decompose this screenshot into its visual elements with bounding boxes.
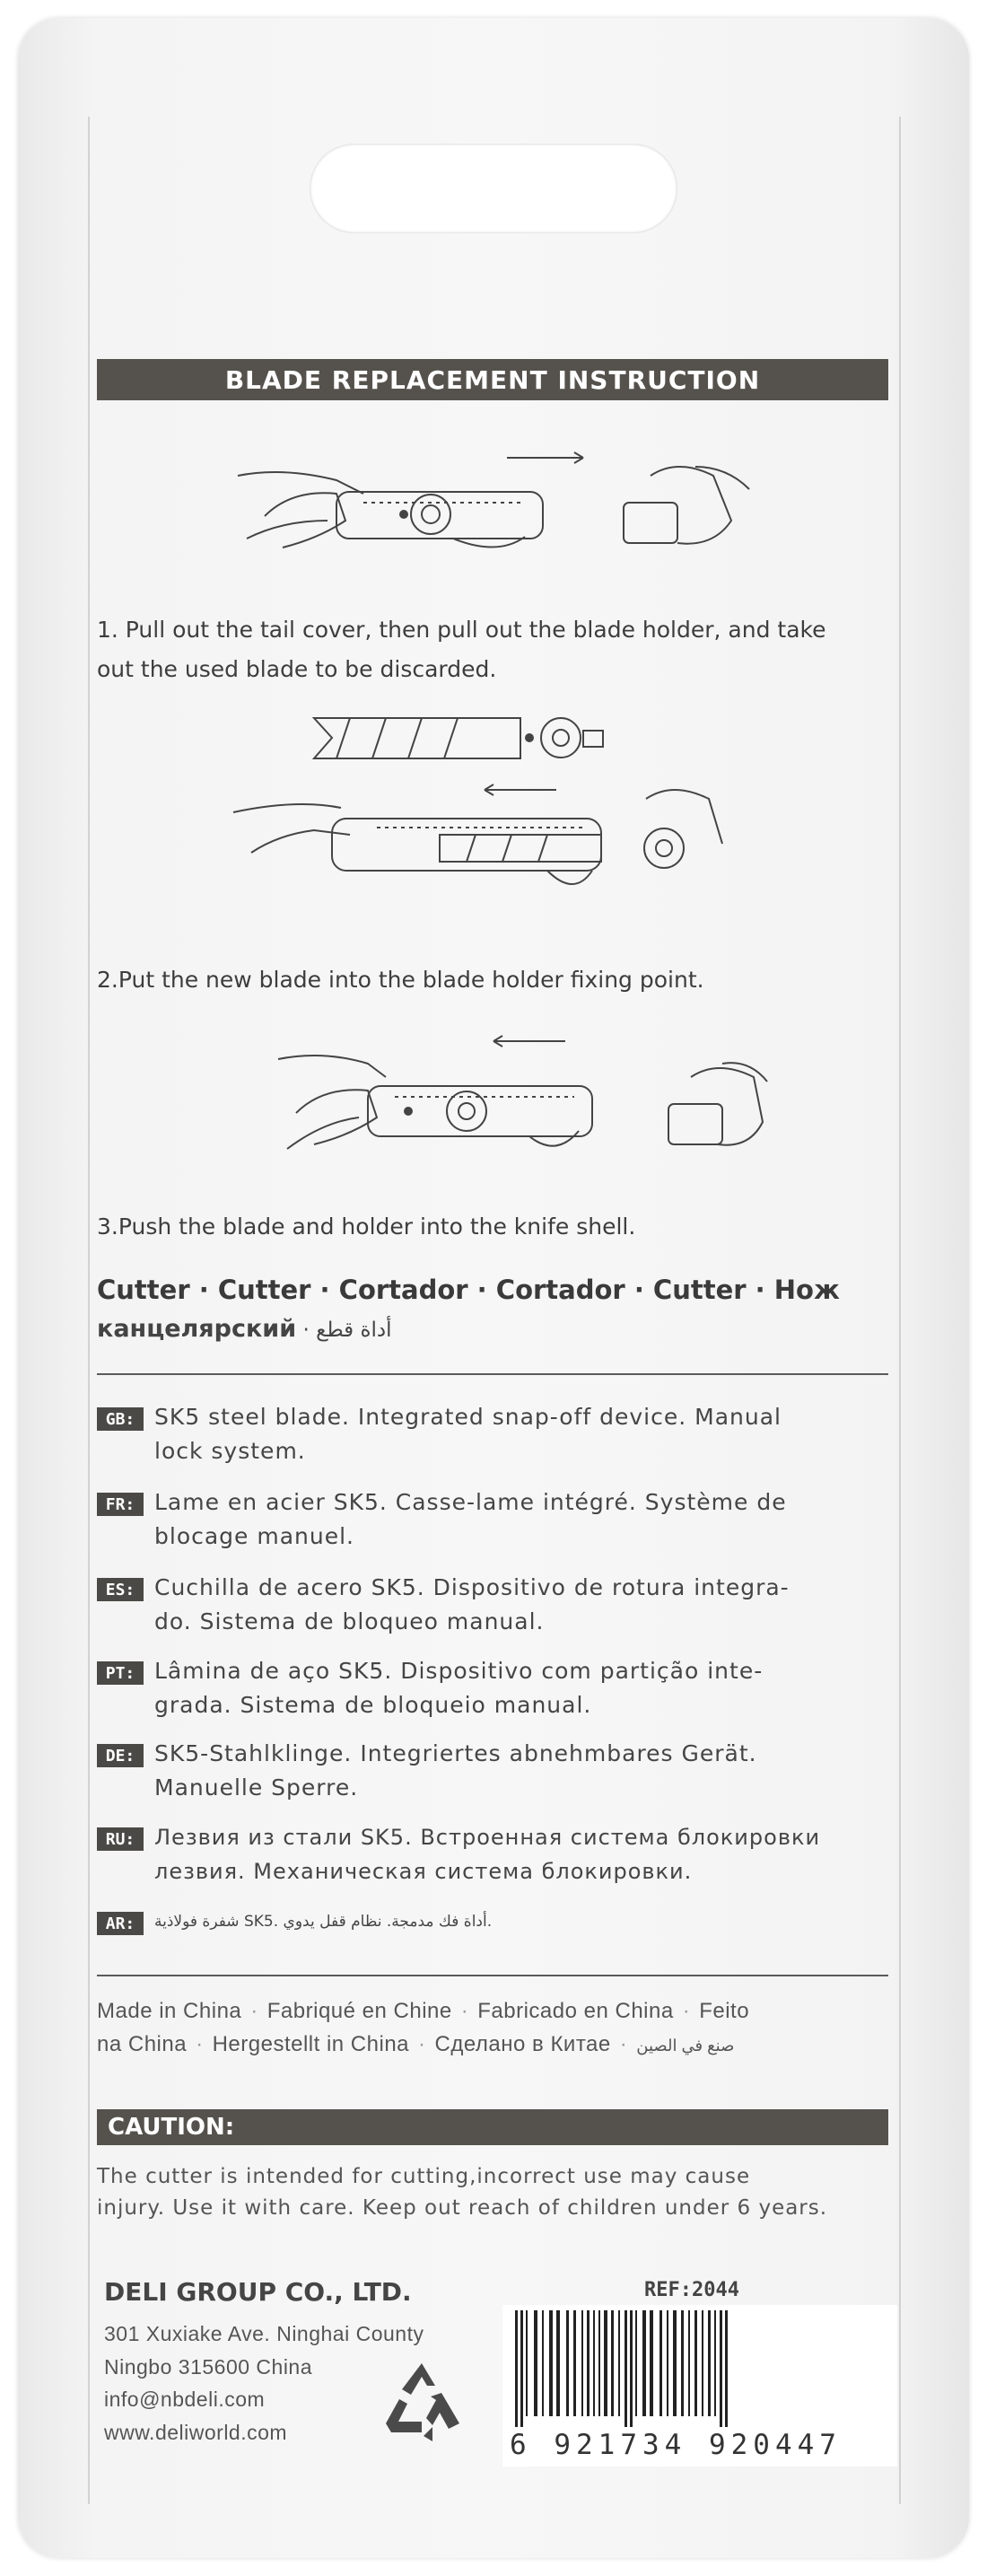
barcode-bar [526,2310,528,2416]
lang-row-ar [97,1905,904,1939]
divider-1 [97,1373,888,1375]
lang-badge-pt: PT: [97,1661,144,1685]
barcode-bar [688,2310,690,2416]
made-in-fr: Fabriqué en Chine [266,1999,452,2023]
made-in-sep: · [460,1999,469,2023]
product-names-line2 [97,1315,904,1343]
barcode-bar [573,2310,576,2416]
barcode-bar [611,2310,614,2416]
step-1-line1: 1. Pull out the tail cover, then pull out the blade holder, and take [97,617,826,643]
product-ref: REF:2044 [644,2279,739,2301]
instruction-header: BLADE REPLACEMENT INSTRUCTION [97,359,888,400]
lang-pt-line2: grada. Sistema de bloqueio manual. [154,1692,592,1718]
company-name: DELI GROUP CO., LTD. [104,2277,412,2307]
lang-gb-line1: SK5 steel blade. Integrated snap-off device. Manual [154,1404,782,1430]
barcode-bar [702,2310,703,2416]
step-1-line2: out the used blade to be discarded. [97,656,497,682]
lang-badge-ru: RU: [97,1827,144,1851]
caution-line1: The cutter is intended for cutting,incorrect use may cause [97,2165,751,2188]
step-3-line1: 3.Push the blade and holder into the knife shell. [97,1214,636,1240]
made-in-line1 [97,1994,904,2028]
barcode-bar [515,2310,518,2427]
barcode-bar [549,2310,553,2416]
made-in-ar: صنع في الصين [636,2037,735,2055]
lang-row-fr [97,1485,904,1554]
barcode-bar [635,2310,637,2416]
barcode-bar [642,2310,646,2416]
lang-text-gb [154,1400,782,1468]
lang-badge-ar: AR: [97,1912,144,1935]
lang-text-ar [154,1905,492,1939]
barcode-bar [542,2310,544,2416]
lang-de-line1: SK5-Stahlklinge. Integriertes abnehmbares Gerät. [154,1740,757,1766]
lang-fr-line1: Lame en acier SK5. Casse-lame intégré. Système de [154,1489,787,1515]
barcode-bar [520,2310,523,2427]
plastic-edge-left [88,117,90,2504]
barcode-bar [598,2310,600,2416]
barcode-bar [587,2310,590,2416]
made-in-sep: · [196,2032,204,2056]
made-in-line2 [97,2028,904,2063]
barcode-bar [694,2310,697,2416]
company-address1: 301 Xuxiake Ave. Ninghai County [104,2322,424,2345]
lang-row-pt [97,1654,904,1722]
made-in-en: Made in China [97,1999,242,2023]
lang-pt-line1: Lâmina de aço SK5. Dispositivo com partição inte- [154,1658,764,1684]
barcode-bar [667,2310,668,2416]
barcode-bar [630,2310,633,2427]
lang-row-gb [97,1400,904,1468]
barcode-bar [566,2310,569,2416]
made-in-sep: · [250,1999,258,2023]
lang-badge-es: ES: [97,1578,144,1601]
lang-ru-line2: лезвия. Механическая система блокировки. [154,1859,693,1884]
lang-es-line2: do. Sistema de bloqueo manual. [154,1608,545,1634]
step2-illustration [224,700,763,916]
lang-text-es [154,1571,790,1639]
barcode-bar [556,2310,560,2416]
barcode-bar [618,2310,620,2416]
barcode-bar [673,2310,677,2416]
lang-text-de [154,1737,757,1805]
made-in-es: Fabricado en China [477,1999,674,2023]
step-2-line1: 2.Put the new blade into the blade holder fixing point. [97,967,704,993]
lang-text-fr [154,1485,787,1554]
product-names-line1: Cutter · Cutter · Cortador · Cortador · Cutter · Нож [97,1275,840,1305]
made-in-block [97,1994,904,2063]
lang-badge-de: DE: [97,1744,144,1767]
lang-badge-gb: GB: [97,1407,144,1431]
barcode-bar [714,2310,716,2416]
lang-text-pt [154,1654,763,1722]
lang-row-ru [97,1820,904,1888]
lang-badge-fr: FR: [97,1493,144,1516]
recycle-icon [377,2359,467,2444]
caution-header: CAUTION: [97,2109,888,2145]
company-email: info@nbdeli.com [104,2388,266,2411]
barcode-bar [650,2310,653,2416]
made-in-pt-1: Feito [699,1999,750,2023]
hang-hole [310,144,677,233]
made-in-sep: · [619,2032,628,2056]
barcode-bar [593,2310,595,2416]
made-in-pt-2: na China [97,2032,188,2056]
made-in-ru: Сделано в Китае [434,2032,611,2056]
product-names-ru: канцелярский [97,1315,297,1343]
lang-fr-line2: blocage manuel. [154,1523,355,1549]
step-1-text [97,610,904,689]
barcode-bar [581,2310,583,2416]
barcode-bar [659,2310,662,2416]
barcode-digits: 6 921734 920447 [510,2429,895,2461]
barcode-bar [725,2310,728,2427]
caution-line2: injury. Use it with care. Keep out reach of children under 6 years. [97,2196,828,2220]
lang-gb-line2: lock system. [154,1438,306,1464]
step-2-text [97,960,904,1000]
divider-2 [97,1975,888,1976]
lang-de-line2: Manuelle Sperre. [154,1774,359,1801]
barcode-bar [604,2310,607,2416]
barcode-bars [502,2305,897,2431]
barcode-bar [534,2310,537,2416]
step1-illustration [229,440,767,583]
made-in-sep: · [682,1999,691,2023]
barcode-bar [720,2310,722,2427]
barcode-bar [681,2310,684,2416]
barcode-bar [708,2310,711,2416]
company-address2: Ningbo 315600 China [104,2355,313,2379]
step3-illustration [269,1023,772,1203]
plastic-edge-right [899,117,901,2504]
lang-text-ru [154,1820,820,1888]
made-in-de: Hergestellt in China [212,2032,410,2056]
lang-row-de [97,1737,904,1805]
step-3-text [97,1207,904,1247]
barcode-bar [625,2310,627,2427]
lang-es-line1: Cuchilla de acero SK5. Dispositivo de rotura integra- [154,1574,790,1600]
lang-row-es [97,1571,904,1639]
caution-text [97,2161,904,2224]
product-names-ar: · أداة قطع [296,1319,392,1342]
made-in-sep: · [418,2032,426,2056]
company-website: www.deliworld.com [104,2421,288,2444]
lang-ru-line1: Лезвия из стали SK5. Встроенная система блокировки [154,1825,821,1850]
lang-ar-line1: شفرة فولاذية SK5. أداة فك مدمجة. نظام قفل يدوي. [154,1913,493,1931]
